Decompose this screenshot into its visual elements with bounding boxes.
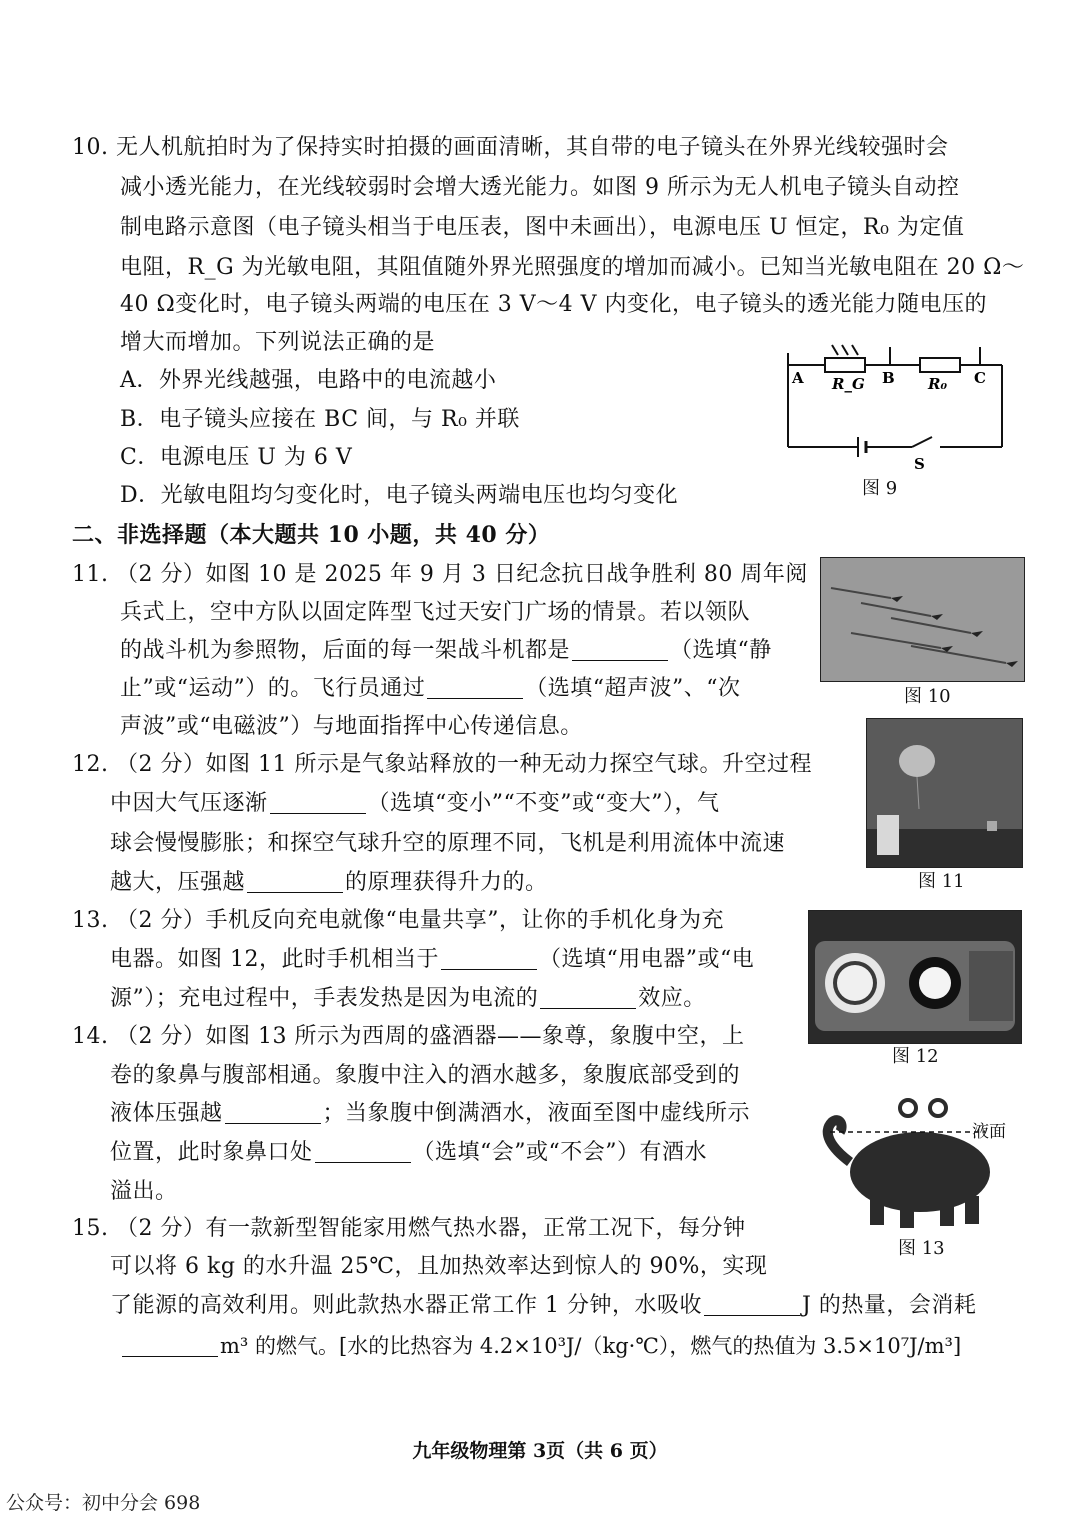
q11-line-5: 声波”或“电磁波”）与地面指挥中心传递信息。 (120, 714, 583, 739)
q12-line-1: 12. （2 分）如图 11 所示是气象站释放的一种无动力探空气球。升空过程 (72, 752, 812, 777)
q14-line-5: 溢出。 (110, 1179, 178, 1204)
q14-line-1: 14. （2 分）如图 13 所示为西周的盛酒器——象尊，象腹中空，上 (72, 1024, 745, 1049)
q11-line-4-tail: （选填“超声波”、“次 (525, 676, 741, 701)
q13-blank-2[interactable] (540, 986, 636, 1009)
q11-line-4-text: 止”或“运动”）的。飞行员通过 (120, 676, 426, 701)
q14-line-3-tail: ；当象腹中倒满酒水，液面至图中虚线所示 (322, 1101, 751, 1126)
watermark: 公众号：初中分会 698 (6, 1492, 201, 1514)
q14-blank-1[interactable] (225, 1101, 321, 1124)
q14-line-4-tail: （选填“会”或“不会”）有酒水 (412, 1140, 708, 1165)
q11-line-3-text: 的战斗机为参照物，后面的每一架战斗机都是 (120, 638, 571, 663)
fig9-label-a: A (792, 369, 804, 387)
q13-line-2 (110, 945, 754, 975)
fig9-label-b: B (882, 369, 895, 387)
q12-line-3: 球会慢慢膨胀；和探空气球升空的原理不同，飞机是利用流体中流速 (110, 831, 786, 856)
q12-line-2-tail: （选填“变小”“不变”或“变大”），气 (367, 791, 720, 816)
q13-blank-1[interactable] (441, 947, 537, 970)
phone-charging-watch-image (809, 911, 1021, 1043)
weather-balloon-image (867, 719, 1022, 867)
q15-blank-2[interactable] (122, 1334, 218, 1357)
page-footer: 九年级物理第 3页（共 6 页） (412, 1440, 668, 1462)
q15-blank-1[interactable] (704, 1293, 800, 1316)
q10-line-4: 电阻，R_G 为光敏电阻，其阻值随外界光照强度的增加而减小。已知当光敏电阻在 20 Ω～ (120, 255, 1025, 280)
fig9-label-r0: R₀ (928, 375, 948, 393)
figure-10-caption: 图 10 (904, 686, 951, 707)
q13-line-1: 13. （2 分）手机反向充电就像“电量共享”，让你的手机化身为充 (72, 908, 724, 933)
q12-blank-2[interactable] (247, 870, 343, 893)
q15-line-3-text: 了能源的高效利用。则此款热水器正常工作 1 分钟，水吸收 (110, 1293, 702, 1318)
figure-11-caption: 图 11 (918, 871, 965, 892)
q15-line-3-tail: J 的热量，会消耗 (802, 1293, 977, 1318)
q15-line-4 (120, 1331, 961, 1361)
q11-line-1: 11. （2 分）如图 10 是 2025 年 9 月 3 日纪念抗日战争胜利 80 周年阅 (72, 562, 808, 587)
figure-9-circuit (780, 335, 1020, 475)
q13-line-2-tail: （选填“用电器”或“电 (539, 947, 755, 972)
q14-line-3-text: 液体压强越 (110, 1101, 223, 1126)
q10-option-a: A．外界光线越强，电路中的电流越小 (120, 368, 497, 393)
q10-line-3: 制电路示意图（电子镜头相当于电压表，图中未画出），电源电压 U 恒定，R₀ 为定值 (120, 215, 965, 240)
q11-line-4 (120, 674, 741, 704)
q13-line-3-text: 源”）；充电过程中，手表发热是因为电流的 (110, 986, 539, 1011)
figure-11-photo (866, 718, 1023, 868)
q15-line-3 (110, 1291, 976, 1321)
section-2-heading: 二、非选择题（本大题共 10 小题，共 40 分） (72, 522, 551, 548)
q14-blank-2[interactable] (315, 1140, 411, 1163)
figure-12-photo (808, 910, 1022, 1044)
q10-line-1: 10. 无人机航拍时为了保持实时拍摄的画面清晰，其自带的电子镜头在外界光线较强时会 (72, 135, 949, 160)
fig9-label-rg: R_G (832, 375, 865, 393)
q10-line-5: 40 Ω变化时，电子镜头两端的电压在 3 V～4 V 内变化，电子镜头的透光能力随电压的 (120, 292, 987, 317)
q13-line-3 (110, 984, 706, 1014)
q12-line-4 (110, 868, 548, 898)
q12-line-2-text: 中因大气压逐渐 (110, 791, 268, 816)
q13-line-2-text: 电器。如图 12，此时手机相当于 (110, 947, 439, 972)
q10-option-d: D．光敏电阻均匀变化时，电子镜头两端电压也均匀变化 (120, 483, 679, 508)
q11-line-3-tail: （选填“静 (670, 638, 772, 663)
figure-12-caption: 图 12 (892, 1046, 939, 1067)
fig9-label-c: C (974, 369, 986, 387)
q12-line-2 (110, 789, 720, 819)
q11-blank-1[interactable] (572, 638, 668, 661)
q11-blank-2[interactable] (427, 676, 523, 699)
q10-option-c: C．电源电压 U 为 6 V (120, 445, 353, 470)
q15-line-4-tail: m³ 的燃气。[水的比热容为 4.2×10³J/（kg·℃），燃气的热值为 3.5×10⁷J/m³] (220, 1334, 962, 1358)
q14-line-3 (110, 1099, 750, 1129)
figure-10-photo (820, 557, 1025, 682)
fighter-formation-image (821, 558, 1024, 681)
q11-line-3 (120, 636, 772, 666)
q15-line-1: 15. （2 分）有一款新型智能家用燃气热水器，正常工况下，每分钟 (72, 1216, 746, 1241)
figure-13-caption: 图 13 (898, 1238, 945, 1259)
q13-line-3-tail: 效应。 (638, 986, 706, 1011)
q14-line-4 (110, 1138, 707, 1168)
q12-blank-1[interactable] (270, 791, 366, 814)
q12-line-4-tail: 的原理获得升力的。 (345, 870, 548, 895)
figure-13-liquid-label: 液面 (972, 1122, 1006, 1142)
q14-line-4-text: 位置，此时象鼻口处 (110, 1140, 313, 1165)
q12-line-4-text: 越大，压强越 (110, 870, 246, 895)
figure-13-elephant-vessel (810, 1092, 1010, 1232)
figure-9-caption: 图 9 (862, 478, 898, 499)
q10-line-6: 增大而增加。下列说法正确的是 (120, 330, 436, 355)
q15-line-2: 可以将 6 kg 的水升温 25℃，且加热效率达到惊人的 90%，实现 (110, 1254, 768, 1279)
q14-line-2: 卷的象鼻与腹部相通。象腹中注入的酒水越多，象腹底部受到的 (110, 1063, 741, 1088)
q11-line-2: 兵式上，空中方队以固定阵型飞过天安门广场的情景。若以领队 (120, 600, 751, 625)
q10-line-2: 减小透光能力，在光线较弱时会增大透光能力。如图 9 所示为无人机电子镜头自动控 (120, 175, 960, 200)
q10-option-b: B．电子镜头应接在 BC 间，与 R₀ 并联 (120, 407, 520, 432)
fig9-label-s: S (914, 455, 925, 473)
